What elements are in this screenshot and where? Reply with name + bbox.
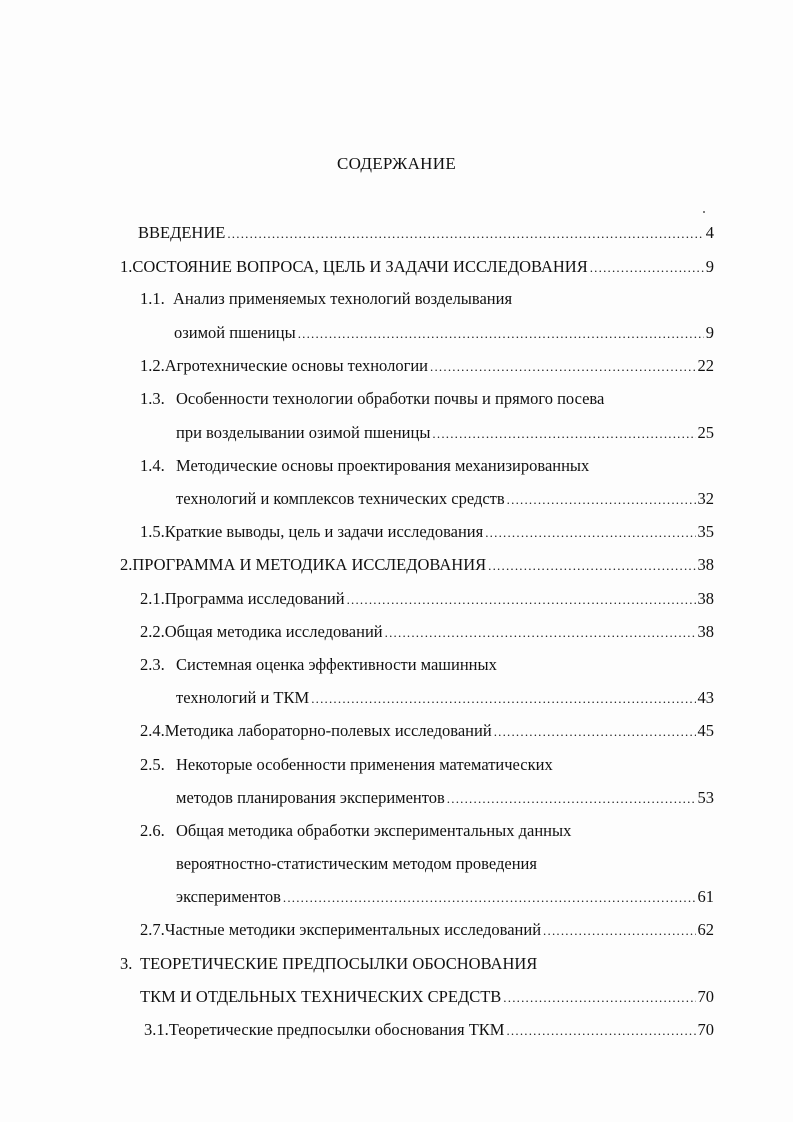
toc-entry-1-1[interactable] bbox=[140, 287, 714, 311]
toc-entry-2-7[interactable] bbox=[140, 918, 714, 942]
toc-entry-1-4[interactable] bbox=[140, 454, 714, 478]
toc-entry-2-4[interactable] bbox=[140, 719, 714, 743]
toc-entry-intro[interactable] bbox=[138, 221, 714, 245]
toc-entry-text: Теоретические предпосылки обоснования ТКМ bbox=[168, 1020, 505, 1039]
toc-entry-2-6-continued[interactable] bbox=[176, 852, 714, 876]
toc-entry-text: Системная оценка эффективности машинных bbox=[176, 655, 497, 674]
toc-entry-chapter-2[interactable] bbox=[120, 553, 714, 577]
toc-entry-page: 38 bbox=[697, 589, 714, 608]
toc-entry-text: методов планирования экспериментов bbox=[176, 788, 445, 807]
toc-entry-2-6-continued-2[interactable] bbox=[176, 885, 714, 909]
toc-entry-text: Методические основы проектирования механизированных bbox=[176, 456, 590, 475]
toc-entry-number: 2.2. bbox=[140, 622, 165, 641]
leader-dots bbox=[494, 720, 696, 744]
toc-entry-text: Особенности технологии обработки почвы и прямого посева bbox=[176, 389, 605, 408]
toc-entry-text: технологий и ТКМ bbox=[176, 688, 310, 707]
toc-entry-page: 38 bbox=[697, 622, 714, 641]
leader-dots bbox=[347, 588, 696, 612]
toc-entry-1-4-continued[interactable] bbox=[176, 487, 714, 511]
toc-entry-number: 1.3. bbox=[140, 389, 165, 408]
toc-entry-1-3-continued[interactable] bbox=[176, 421, 714, 445]
toc-entry-number: 1.1. bbox=[140, 289, 165, 308]
toc-entry-number: 2.1. bbox=[140, 589, 165, 608]
toc-entry-page: 43 bbox=[697, 688, 714, 707]
toc-entry-1-1-continued[interactable] bbox=[174, 321, 714, 345]
toc-entry-text: Анализ применяемых технологий возделывания bbox=[173, 289, 513, 308]
toc-entry-chapter-3[interactable] bbox=[120, 952, 714, 976]
toc-entry-text: Общая методика обработки экспериментальных данных bbox=[176, 821, 572, 840]
toc-entry-text: Некоторые особенности применения математических bbox=[176, 755, 553, 774]
toc-entry-number: 1.4. bbox=[140, 456, 165, 475]
toc-entry-page: 38 bbox=[697, 555, 714, 574]
scan-speck bbox=[703, 211, 705, 213]
page-title: СОДЕРЖАНИЕ bbox=[336, 154, 457, 173]
leader-dots bbox=[590, 256, 704, 280]
toc-entry-2-2[interactable] bbox=[140, 620, 714, 644]
toc-entry-number: 1.5. bbox=[140, 522, 165, 541]
toc-entry-1-3[interactable] bbox=[140, 387, 714, 411]
toc-entry-text: Общая методика исследований bbox=[164, 622, 383, 641]
toc-entry-number: 2.3. bbox=[140, 655, 165, 674]
leader-dots bbox=[447, 787, 696, 811]
leader-dots bbox=[311, 687, 695, 711]
toc-entry-number: 2.5. bbox=[140, 755, 165, 774]
leader-dots bbox=[503, 986, 695, 1010]
toc-entry-2-3[interactable] bbox=[140, 653, 714, 677]
toc-entry-text: ТЕОРЕТИЧЕСКИЕ ПРЕДПОСЫЛКИ ОБОСНОВАНИЯ bbox=[140, 954, 538, 973]
toc-entry-number: 2.4. bbox=[140, 721, 165, 740]
toc-entry-2-5-continued[interactable] bbox=[176, 786, 714, 810]
leader-dots bbox=[432, 422, 695, 446]
toc-entry-chapter-3-continued[interactable] bbox=[140, 985, 714, 1009]
toc-entry-number: 2.6. bbox=[140, 821, 165, 840]
leader-dots bbox=[430, 355, 695, 379]
toc-entry-text: при возделывании озимой пшеницы bbox=[176, 423, 431, 442]
leader-dots bbox=[488, 554, 695, 578]
leader-dots bbox=[506, 1019, 695, 1043]
toc-entry-2-3-continued[interactable] bbox=[176, 686, 714, 710]
toc-entry-text: Программа исследований bbox=[164, 589, 345, 608]
toc-entry-text: Агротехнические основы технологии bbox=[164, 356, 429, 375]
leader-dots bbox=[543, 919, 695, 943]
toc-entry-number: 2.7. bbox=[140, 920, 165, 939]
leader-dots bbox=[227, 222, 703, 246]
toc-entry-number: 2. bbox=[120, 555, 133, 574]
toc-entry-text: экспериментов bbox=[176, 887, 281, 906]
toc-entry-3-1[interactable] bbox=[144, 1018, 714, 1042]
toc-entry-number: 3.1. bbox=[144, 1020, 169, 1039]
toc-entry-page: 35 bbox=[697, 522, 714, 541]
toc-entry-text: Частные методики экспериментальных исследований bbox=[164, 920, 542, 939]
toc-entry-text: ВВЕДЕНИЕ bbox=[138, 223, 226, 242]
toc-entry-page: 4 bbox=[705, 223, 714, 242]
toc-entry-page: 32 bbox=[697, 489, 714, 508]
toc-entry-page: 45 bbox=[697, 721, 714, 740]
toc-entry-text: Методика лабораторно-полевых исследований bbox=[164, 721, 492, 740]
leader-dots bbox=[385, 621, 696, 645]
toc-entry-page: 61 bbox=[697, 887, 714, 906]
toc-entry-page: 53 bbox=[697, 788, 714, 807]
toc-entry-text: СОСТОЯНИЕ ВОПРОСА, ЦЕЛЬ И ЗАДАЧИ ИССЛЕДОВАНИЯ bbox=[132, 257, 588, 276]
toc-entry-number: 1. bbox=[120, 257, 133, 276]
toc-entry-page: 9 bbox=[705, 257, 714, 276]
toc-entry-1-2[interactable] bbox=[140, 354, 714, 378]
leader-dots bbox=[298, 322, 704, 346]
toc-entry-page: 70 bbox=[697, 987, 714, 1006]
toc-entry-page: 62 bbox=[697, 920, 714, 939]
toc-entry-page: 22 bbox=[697, 356, 714, 375]
toc-entry-2-6[interactable] bbox=[140, 819, 714, 843]
toc-entry-number: 1.2. bbox=[140, 356, 165, 375]
toc-entry-page: 70 bbox=[697, 1020, 714, 1039]
toc-entry-text: озимой пшеницы bbox=[174, 323, 296, 342]
toc-entry-text: вероятностно-статистическим методом проведения bbox=[176, 854, 537, 873]
toc-entry-text: технологий и комплексов технических средств bbox=[176, 489, 505, 508]
toc-entry-text: ПРОГРАММА И МЕТОДИКА ИССЛЕДОВАНИЯ bbox=[132, 555, 487, 574]
toc-entry-text: Краткие выводы, цель и задачи исследования bbox=[164, 522, 484, 541]
leader-dots bbox=[485, 521, 695, 545]
toc-entry-2-5[interactable] bbox=[140, 753, 714, 777]
toc-entry-2-1[interactable] bbox=[140, 587, 714, 611]
toc-entry-text: ТКМ И ОТДЕЛЬНЫХ ТЕХНИЧЕСКИХ СРЕДСТВ bbox=[140, 987, 502, 1006]
toc-entry-number: 3. bbox=[120, 954, 133, 973]
leader-dots bbox=[283, 886, 696, 910]
toc-entry-1-5[interactable] bbox=[140, 520, 714, 544]
toc-entry-page: 9 bbox=[705, 323, 714, 342]
leader-dots bbox=[507, 488, 696, 512]
toc-entry-page: 25 bbox=[697, 423, 714, 442]
toc-entry-chapter-1[interactable] bbox=[120, 255, 714, 279]
